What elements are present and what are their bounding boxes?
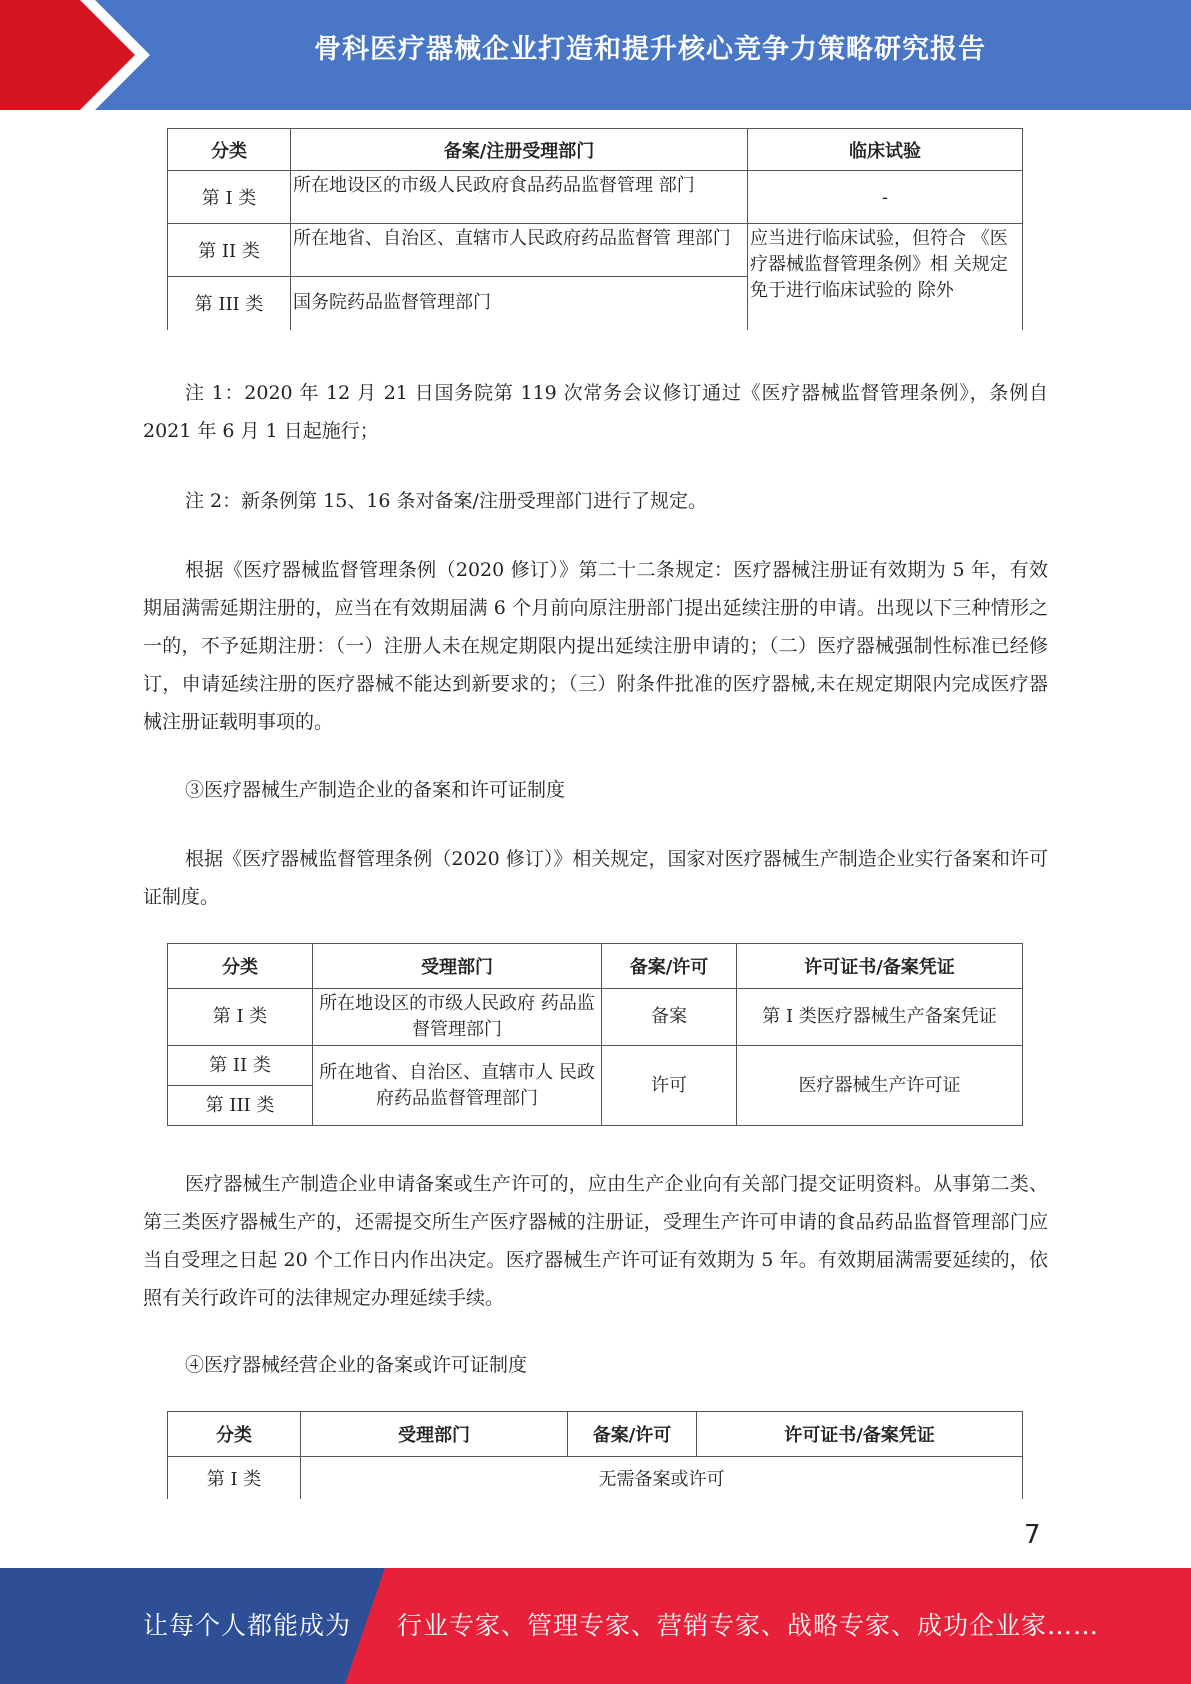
table-header-dept: 受理部门 (301, 1412, 568, 1457)
table-row (168, 1457, 1023, 1500)
registration-table (167, 128, 1023, 330)
merged-cell: 无需备案或许可 (301, 1457, 1023, 1500)
report-title: 骨科医疗器械企业打造和提升核心竞争力策略研究报告 (314, 34, 986, 65)
table-header-trial: 临床试验 (748, 129, 1023, 171)
trial-merged-cell: 应当进行临床试验，但符合 《医疗器械监督管理条例》相 关规定免于进行临床试验的 除外 (748, 224, 1023, 330)
table-header-cert: 许可证书/备案凭证 (697, 1412, 1023, 1457)
section-heading-distribution: ④医疗器械经营企业的备案或许可证制度 (185, 1354, 528, 1376)
production-license-table (167, 943, 1023, 1126)
table-header-dept: 受理部门 (313, 944, 602, 989)
category-cell: 第 III 类 (168, 277, 291, 330)
trial-cell: - (748, 171, 1023, 224)
table-header-type: 备案/许可 (602, 944, 737, 989)
table-row (168, 1046, 1023, 1086)
dept-merged-cell: 所在地省、自治区、直辖市人 民政府药品监督管理部门 (313, 1046, 602, 1126)
dept-cell: 所在地设区的市级人民政府 药品监督管理部门 (313, 989, 602, 1046)
category-cell: 第 III 类 (168, 1086, 313, 1126)
section-heading-production: ③医疗器械生产制造企业的备案和许可证制度 (185, 779, 566, 801)
red-chevron-icon (0, 0, 160, 110)
note-1: 注 1：2020 年 12 月 21 日国务院第 119 次常务会议修订通过《医疗器械监督管理条例》，条例自 2021 年 6 月 1 日起施行； (143, 382, 1048, 442)
note-2: 注 2：新条例第 15、16 条对备案/注册受理部门进行了规定。 (185, 490, 707, 512)
paragraph-production-system: 根据《医疗器械监督管理条例（2020 修订）》相关规定，国家对医疗器械生产制造企业实行备案和许可证制度。 (143, 848, 1048, 908)
page-header (0, 0, 1191, 110)
page-footer (0, 1568, 1191, 1684)
category-cell: 第 II 类 (168, 1046, 313, 1086)
table-header-category: 分类 (168, 944, 313, 989)
table-row (168, 224, 1023, 277)
table-header-type: 备案/许可 (568, 1412, 697, 1457)
cert-merged-cell: 医疗器械生产许可证 (737, 1046, 1023, 1126)
footer-slogan-left: 让每个人都能成为 (143, 1611, 352, 1640)
category-cell: 第 II 类 (168, 224, 291, 277)
dept-cell: 国务院药品监督管理部门 (291, 277, 748, 330)
table-header-cert: 许可证书/备案凭证 (737, 944, 1023, 989)
paragraph-production-application: 医疗器械生产制造企业申请备案或生产许可的，应由生产企业向有关部门提交证明资料。从事第二类、第三类医疗器械生产的，还需提交所生产医疗器械的注册证，受理生产许可申请的食品药品监督管理部门应当自受理之日起 20 个工作日内作出决定。医疗器械生产许可证有效期为 5 年。有效期届满需要延续的，依照有关行政许可的法律规定办理延续手续。 (143, 1173, 1048, 1309)
table-row (168, 989, 1023, 1046)
type-merged-cell: 许可 (602, 1046, 737, 1126)
table-header-category: 分类 (168, 129, 291, 171)
dept-cell: 所在地设区的市级人民政府食品药品监督管理 部门 (291, 171, 748, 224)
page-number: 7 (1024, 1520, 1041, 1550)
dept-cell: 所在地省、自治区、直辖市人民政府药品监督管 理部门 (291, 224, 748, 277)
type-cell: 备案 (602, 989, 737, 1046)
category-cell: 第 I 类 (168, 989, 313, 1046)
distribution-license-table (167, 1411, 1023, 1499)
table-header-dept: 备案/注册受理部门 (291, 129, 748, 171)
table-header-category: 分类 (168, 1412, 301, 1457)
category-cell: 第 I 类 (168, 171, 291, 224)
table-row (168, 171, 1023, 224)
footer-slogan-right: 行业专家、管理专家、营销专家、战略专家、成功企业家…… (397, 1611, 1100, 1640)
category-cell: 第 I 类 (168, 1457, 301, 1500)
cert-cell: 第 I 类医疗器械生产备案凭证 (737, 989, 1023, 1046)
paragraph-registration-renewal: 根据《医疗器械监督管理条例（2020 修订）》第二十二条规定：医疗器械注册证有效期为 5 年，有效期届满需延期注册的，应当在有效期届满 6 个月前向原注册部门提出延续注册的申请。出现以下三种情形之一的，不予延期注册：（一）注册人未在规定期限内提出延续注册申请的；（二）医疗器械强制性标准已经修订，申请延续注册的医疗器械不能达到新要求的；（三）附条件批准的医疗器械,未在规定期限内完成医疗器械注册证载明事项的。 (143, 559, 1048, 733)
